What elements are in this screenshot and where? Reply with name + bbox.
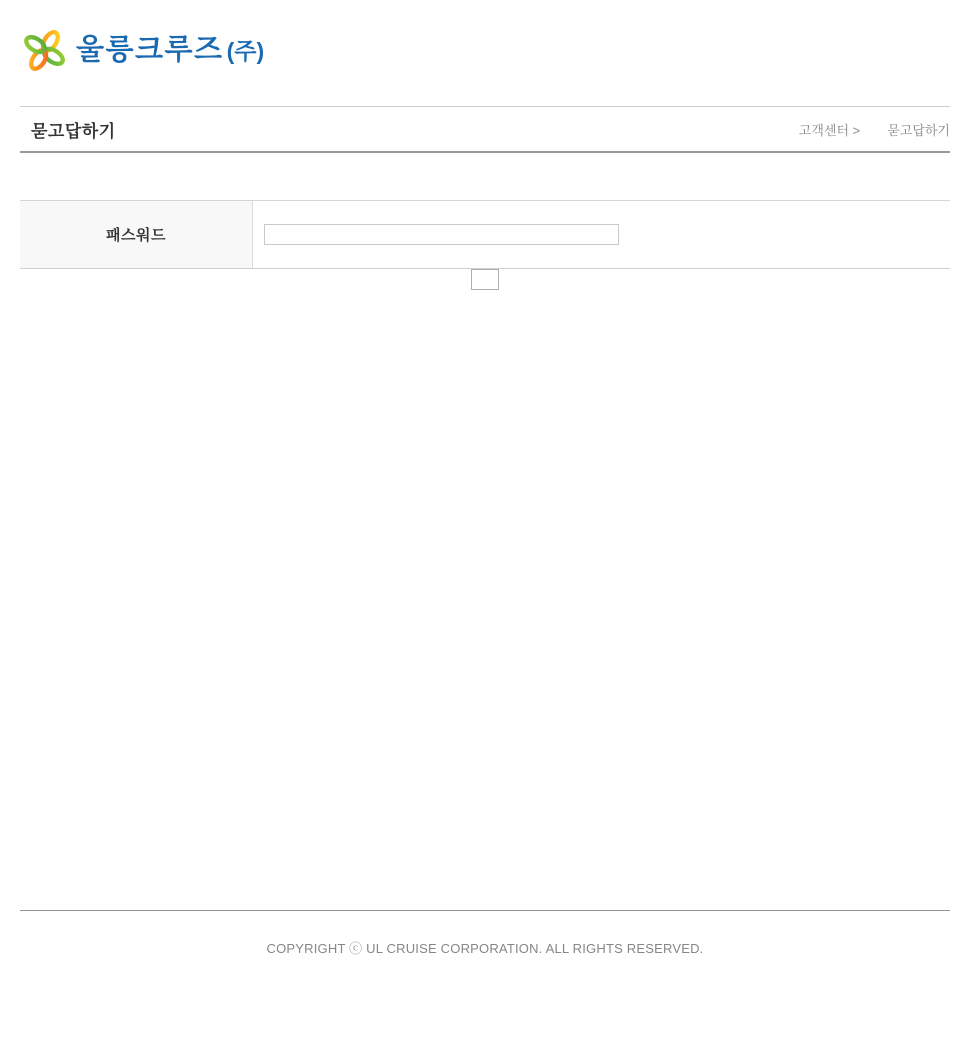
breadcrumb	[799, 120, 950, 139]
breadcrumb-customer-center[interactable]: 고객센터 >	[798, 122, 861, 138]
title-bar	[20, 106, 950, 153]
company-name: 울릉크루즈	[76, 34, 224, 66]
breadcrumb-current[interactable]: 묻고답하기	[887, 122, 950, 138]
company-suffix: (주)	[226, 38, 265, 64]
copyright-text: COPYRIGHT ⓒ UL CRUISE CORPORATION. ALL RIGHTS RESERVED.	[266, 941, 704, 956]
company-logo[interactable]	[22, 27, 264, 74]
page-title: 묻고답하기	[31, 121, 116, 141]
password-input-cell	[253, 201, 950, 268]
password-label: 패스워드	[20, 201, 253, 268]
password-form-table	[20, 200, 950, 269]
submit-button[interactable]	[471, 269, 499, 290]
submit-row	[0, 269, 970, 290]
pinwheel-flower-icon	[22, 27, 67, 74]
footer-divider	[20, 910, 950, 911]
password-input[interactable]	[264, 224, 619, 245]
